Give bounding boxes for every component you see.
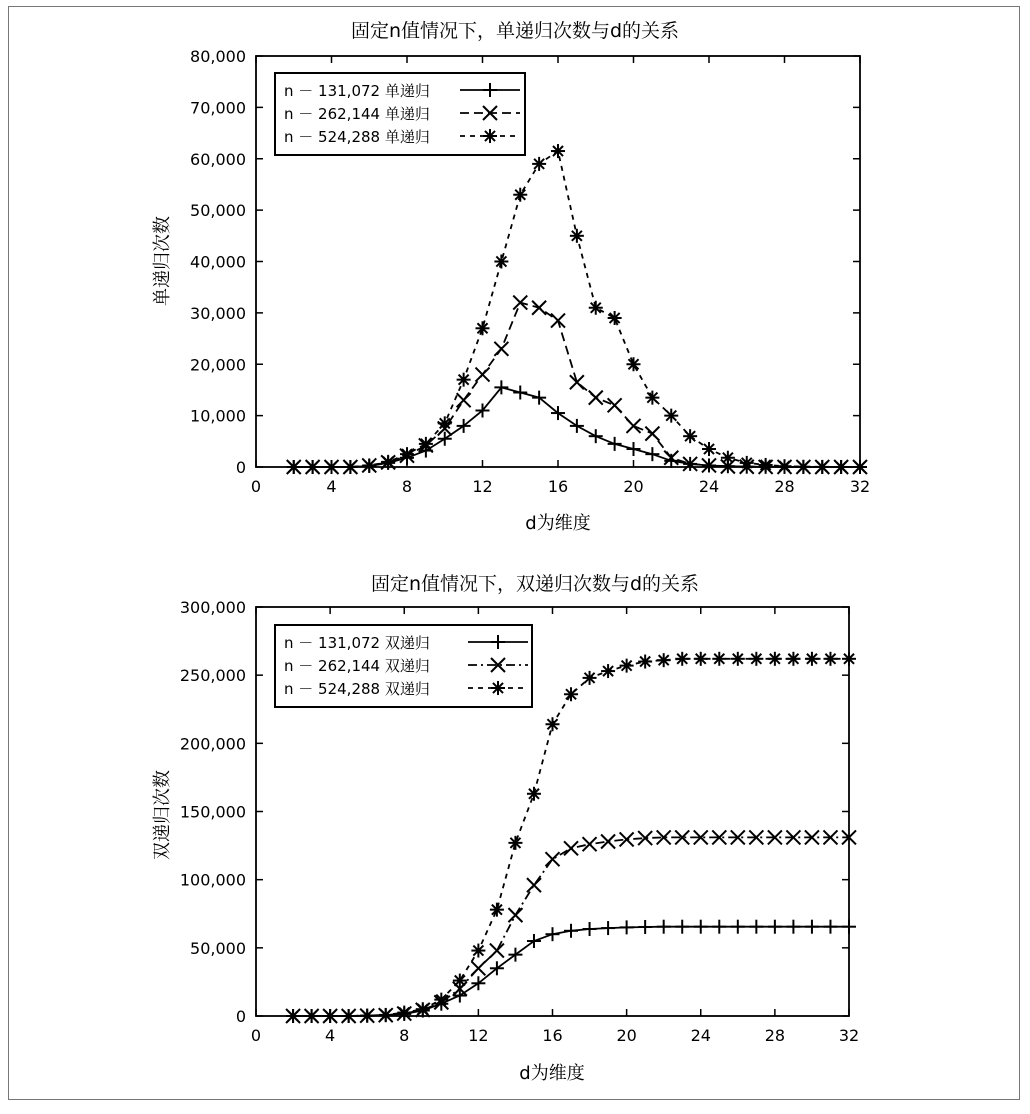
data-point-s1-d15 [527, 934, 541, 948]
x-tick-label: 16 [547, 477, 569, 496]
data-point-s3-d5 [342, 1009, 356, 1023]
data-point-s3-d30 [815, 460, 829, 474]
data-point-s3-d19 [608, 311, 622, 325]
x-tick-label: 12 [472, 477, 493, 496]
data-point-s1-d20 [627, 442, 641, 456]
data-point-s2-d18 [589, 391, 603, 405]
y-tick-label: 50,000 [190, 938, 246, 958]
data-point-s1-d21 [645, 447, 659, 461]
data-point-s3-d5 [343, 460, 357, 474]
x-tick-label: 24 [698, 477, 720, 496]
data-point-s1-d16 [546, 927, 560, 941]
x-tick-label: 16 [542, 1026, 563, 1045]
data-point-s3-d32 [842, 652, 856, 666]
chart1-legend-label-3: n － 524,288 单递归 [284, 128, 430, 146]
data-point-s1-d19 [608, 437, 622, 451]
data-point-s3-d13 [494, 255, 508, 269]
data-point-s3-d26 [731, 652, 745, 666]
data-point-s3-d6 [362, 458, 376, 472]
x-tick-label: 28 [764, 1026, 786, 1045]
data-point-s3-d12 [476, 321, 490, 335]
data-point-s3-d17 [570, 229, 584, 243]
y-tick-label: 250,000 [179, 666, 246, 686]
chart1-title: 固定n值情况下，单递归次数与d的关系 [350, 20, 680, 42]
data-point-s3-d9 [419, 437, 433, 451]
data-point-s3-d15 [532, 157, 546, 171]
data-point-s3-d13 [490, 903, 504, 917]
chart1-legend [275, 73, 525, 155]
data-point-s2-d15 [527, 878, 541, 892]
data-point-s3-d12 [471, 944, 485, 958]
y-tick-label: 30,000 [190, 303, 246, 323]
y-tick-label: 0 [235, 1007, 246, 1026]
data-point-s1-d29 [786, 920, 800, 934]
data-point-s1-d26 [731, 920, 745, 934]
data-point-s3-d24 [702, 442, 716, 456]
data-point-s1-d14 [513, 386, 527, 400]
x-tick-label: 0 [250, 477, 262, 496]
chart2-legend-label-2: n － 262,144 双递归 [284, 657, 430, 675]
data-point-s1-d28 [768, 920, 782, 934]
y-tick-label: 50,000 [190, 201, 246, 221]
data-point-s2-d15 [532, 301, 546, 315]
x-tick-label: 4 [325, 1026, 336, 1045]
data-point-s2-d14 [513, 296, 527, 310]
data-point-s1-d18 [589, 429, 603, 443]
data-point-s3-d24 [694, 652, 708, 666]
x-tick-label: 12 [468, 1026, 489, 1045]
x-tick-label: 4 [326, 477, 337, 496]
data-point-s3-d25 [721, 451, 735, 465]
chart2-legend-label-1: n － 131,072 双递归 [284, 634, 430, 652]
data-point-s1-d31 [823, 920, 837, 934]
x-tick-label: 32 [838, 1026, 860, 1045]
data-point-s3-d31 [823, 652, 837, 666]
data-point-s3-d14 [513, 188, 527, 202]
data-point-s3-d9 [416, 1002, 430, 1016]
data-point-s2-d16 [551, 314, 565, 328]
data-point-s3-d11 [453, 974, 467, 988]
x-tick-label: 20 [623, 477, 644, 496]
data-point-s3-d11 [457, 373, 471, 387]
chart1-legend-label-1: n － 131,072 单递归 [284, 82, 430, 100]
x-tick-label: 20 [616, 1026, 637, 1045]
data-point-s1-d21 [638, 920, 652, 934]
data-point-s3-d28 [768, 652, 782, 666]
data-point-s3-d4 [323, 1009, 337, 1023]
data-point-s3-d18 [589, 301, 603, 315]
data-point-s1-d27 [749, 920, 763, 934]
data-point-s3-d21 [645, 391, 659, 405]
data-point-s3-d29 [786, 652, 800, 666]
data-point-s3-d20 [620, 659, 634, 673]
chart2-title: 固定n值情况下，双递归次数与d的关系 [370, 573, 700, 595]
chart1-series [287, 144, 867, 474]
data-point-s3-d19 [601, 664, 615, 678]
data-point-s2-d13 [494, 342, 508, 356]
y-tick-label: 10,000 [190, 406, 246, 426]
data-point-s1-d11 [453, 989, 467, 1003]
data-point-s3-d3 [305, 1009, 319, 1023]
data-point-s1-d24 [694, 920, 708, 934]
chart2-legend-label-3: n － 524,288 双递归 [284, 680, 430, 698]
series-line-1 [293, 927, 849, 1016]
data-point-s2-d18 [583, 837, 597, 851]
y-tick-label: 100,000 [179, 870, 246, 890]
data-point-s3-d8 [400, 447, 414, 461]
data-point-s3-d23 [675, 652, 689, 666]
data-point-s1-d17 [564, 924, 578, 938]
data-point-s2-d12 [471, 961, 485, 975]
chart1-legend-label-2: n － 262,144 单递归 [284, 105, 430, 123]
data-point-s3-d7 [379, 1008, 393, 1022]
data-point-s3-d2 [286, 1009, 300, 1023]
data-point-s3-d16 [546, 717, 560, 731]
data-point-s3-d26 [740, 456, 754, 470]
data-point-s3-d29 [796, 460, 810, 474]
data-point-s1-d25 [712, 920, 726, 934]
y-tick-label: 200,000 [179, 734, 246, 754]
data-point-s2-d17 [564, 841, 578, 855]
data-point-s3-d7 [381, 455, 395, 469]
data-point-s3-d25 [712, 652, 726, 666]
data-point-s3-d31 [834, 460, 848, 474]
data-point-s1-d32 [842, 920, 856, 934]
data-point-s2-d17 [570, 375, 584, 389]
data-point-s3-d17 [564, 687, 578, 701]
y-tick-label: 80,000 [190, 47, 246, 66]
series-line-3 [293, 659, 849, 1016]
chart1-x-axis-label: d为维度 [525, 513, 591, 534]
data-point-s2-d16 [546, 852, 560, 866]
y-tick-label: 20,000 [190, 355, 246, 375]
data-point-s3-d18 [583, 671, 597, 685]
data-point-s3-d22 [657, 653, 671, 667]
data-point-s3-d15 [527, 787, 541, 801]
data-point-s3-d22 [664, 409, 678, 423]
chart-double-recursion [152, 573, 859, 1084]
chart2-y-axis-label: 双递归次数 [152, 770, 173, 860]
data-point-s3-d6 [360, 1009, 374, 1023]
data-point-s1-d17 [570, 419, 584, 433]
y-tick-label: 70,000 [190, 98, 246, 118]
x-tick-label: 24 [690, 1026, 711, 1045]
legend-marker-3 [483, 129, 497, 143]
chart1-y-axis-label: 单递归次数 [152, 216, 173, 306]
y-tick-label: 60,000 [190, 149, 246, 169]
x-tick-label: 32 [849, 477, 871, 496]
data-point-s2-d19 [608, 398, 622, 412]
data-point-s3-d8 [397, 1006, 411, 1020]
data-point-s2-d12 [476, 368, 490, 382]
x-tick-label: 8 [401, 477, 413, 496]
chart-single-recursion [152, 20, 870, 534]
data-point-s3-d2 [287, 460, 301, 474]
data-point-s2-d13 [490, 944, 504, 958]
y-tick-label: 150,000 [179, 802, 246, 822]
data-point-s1-d22 [657, 920, 671, 934]
data-point-s3-d14 [508, 836, 522, 850]
chart2-x-axis-label: d为维度 [519, 1063, 585, 1084]
series-line-2 [294, 303, 860, 467]
data-point-s1-d19 [601, 921, 615, 935]
y-tick-label: 300,000 [179, 598, 246, 617]
x-tick-label: 28 [774, 477, 795, 496]
data-point-s3-d3 [306, 460, 320, 474]
data-point-s3-d23 [683, 429, 697, 443]
x-tick-label: 0 [250, 1026, 262, 1045]
data-point-s1-d20 [620, 920, 634, 934]
data-point-s1-d22 [664, 454, 678, 468]
data-point-s1-d23 [675, 920, 689, 934]
data-point-s3-d28 [778, 459, 792, 473]
data-point-s1-d14 [508, 948, 522, 962]
x-tick-label: 8 [399, 1026, 410, 1045]
data-point-s3-d30 [805, 652, 819, 666]
data-point-s1-d18 [583, 922, 597, 936]
data-point-s3-d32 [853, 460, 867, 474]
data-point-s3-d4 [325, 460, 339, 474]
data-point-s1-d30 [805, 920, 819, 934]
data-point-s3-d21 [638, 655, 652, 669]
data-point-s2-d14 [508, 908, 522, 922]
data-point-s2-d20 [627, 419, 641, 433]
data-point-s2-d11 [457, 393, 471, 407]
data-point-s2-d21 [645, 427, 659, 441]
y-tick-label: 40,000 [190, 252, 246, 272]
legend-marker-3 [491, 681, 505, 695]
data-point-s3-d20 [627, 357, 641, 371]
data-point-s3-d10 [434, 993, 448, 1007]
chart2-legend [275, 625, 532, 707]
data-point-s3-d27 [749, 652, 763, 666]
data-point-s3-d10 [438, 416, 452, 430]
data-point-s3-d27 [759, 458, 773, 472]
y-tick-label: 0 [235, 458, 246, 477]
data-point-s3-d16 [551, 144, 565, 158]
